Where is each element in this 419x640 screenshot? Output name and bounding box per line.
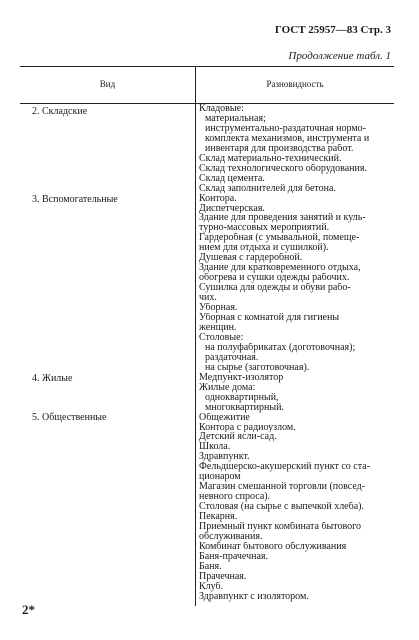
variety-line: Склад технологического оборудования. xyxy=(199,163,367,174)
table-column-divider xyxy=(195,66,196,606)
variety-line: Детский ясли-сад. xyxy=(199,432,277,443)
variety-line: нием для отдыха и сушилкой). xyxy=(199,243,329,254)
variety-line: Жилые дома: xyxy=(199,382,256,393)
variety-line: Здание для кратковременного отдыха, xyxy=(199,263,361,274)
page-number: 2* xyxy=(22,602,35,617)
variety-line: Школа. xyxy=(199,442,231,453)
variety-line: Столовая (на сырье с выпечкой хлеба). xyxy=(199,502,364,513)
kind-residential: 4. Жилые xyxy=(32,373,73,384)
variety-line: Общежитие xyxy=(199,412,250,423)
variety-line: Клуб. xyxy=(199,581,224,592)
variety-list xyxy=(199,104,392,602)
variety-line: Сушилка для одежды и обуви рабо- xyxy=(199,283,351,294)
variety-line: Кладовые: xyxy=(199,104,244,114)
variety-line: Фельдшерско-акушерский пункт со ста- xyxy=(199,462,370,473)
table-continuation-caption: Продолжение табл. 1 xyxy=(288,50,391,62)
variety-line: Баня. xyxy=(199,561,222,572)
variety-line: многоквартирный. xyxy=(205,402,284,413)
variety-line: раздаточная. xyxy=(205,352,259,363)
kind-auxiliary: 3. Вспомогательные xyxy=(32,194,118,205)
variety-line: материальная; xyxy=(205,113,266,124)
variety-line: ционаром xyxy=(199,472,241,483)
kind-storage: 2. Складские xyxy=(32,106,88,117)
variety-line: Столовые: xyxy=(199,332,244,343)
column-header-kind: Вид xyxy=(99,79,116,89)
variety-line: Склад цемента. xyxy=(199,173,265,184)
variety-line: чих. xyxy=(199,293,217,304)
table-1 xyxy=(20,66,394,606)
variety-line: Уборная с комнатой для гигиены xyxy=(199,313,340,323)
variety-line: на сырье (заготовочная). xyxy=(205,362,310,373)
variety-line: Здание для проведения занятий и куль- xyxy=(199,213,366,224)
variety-line: Контора. xyxy=(199,193,237,204)
variety-line: Пекарня. xyxy=(199,512,238,523)
variety-line: Прачечная. xyxy=(199,571,247,582)
variety-line: Здравпункт. xyxy=(199,452,250,463)
table-top-rule xyxy=(20,66,394,67)
variety-line: на полуфабрикатах (доготовочная); xyxy=(205,342,356,353)
variety-line: Комбинат бытового обслуживания xyxy=(199,541,347,552)
variety-line: Здравпункт с изолятором. xyxy=(199,591,309,602)
variety-line: Склад материально-технический. xyxy=(199,153,342,164)
column-header-variety: Разновидность xyxy=(266,79,324,89)
variety-line: Медпункт-изолятор xyxy=(199,372,284,383)
variety-line: Диспетчерская. xyxy=(199,203,265,214)
variety-line: Гардеробная (с умывальной, помеще- xyxy=(199,233,360,244)
variety-line: обслуживания. xyxy=(199,531,263,542)
variety-line: инвентаря для производства работ. xyxy=(205,143,354,154)
variety-line: инструментально-раздаточная нормо- xyxy=(205,123,366,134)
variety-line: Приемный пункт комбината бытового xyxy=(199,522,362,532)
variety-line: Склад заполнителей для бетона. xyxy=(199,183,336,194)
variety-line: Душевая с гардеробной. xyxy=(199,253,303,264)
variety-line: Контора с радиоузлом. xyxy=(199,422,296,433)
variety-line: комплекта механизмов, инструмента и xyxy=(205,133,370,144)
variety-line: турно-массовых мероприятий. xyxy=(199,223,330,234)
variety-line: женщин. xyxy=(199,322,237,333)
variety-line: Уборная. xyxy=(199,303,238,314)
page-header: ГОСТ 25957—83 Стр. 3 xyxy=(274,24,391,36)
variety-line: невного спроса). xyxy=(199,492,271,503)
kind-public: 5. Общественные xyxy=(32,412,107,423)
variety-line: обогрева и сушки одежды рабочих. xyxy=(199,273,350,284)
variety-line: Баня-прачечная. xyxy=(199,551,268,562)
variety-line: Магазин смешанной торговли (повсед- xyxy=(199,482,366,493)
variety-line: одноквартирный, xyxy=(205,392,279,403)
